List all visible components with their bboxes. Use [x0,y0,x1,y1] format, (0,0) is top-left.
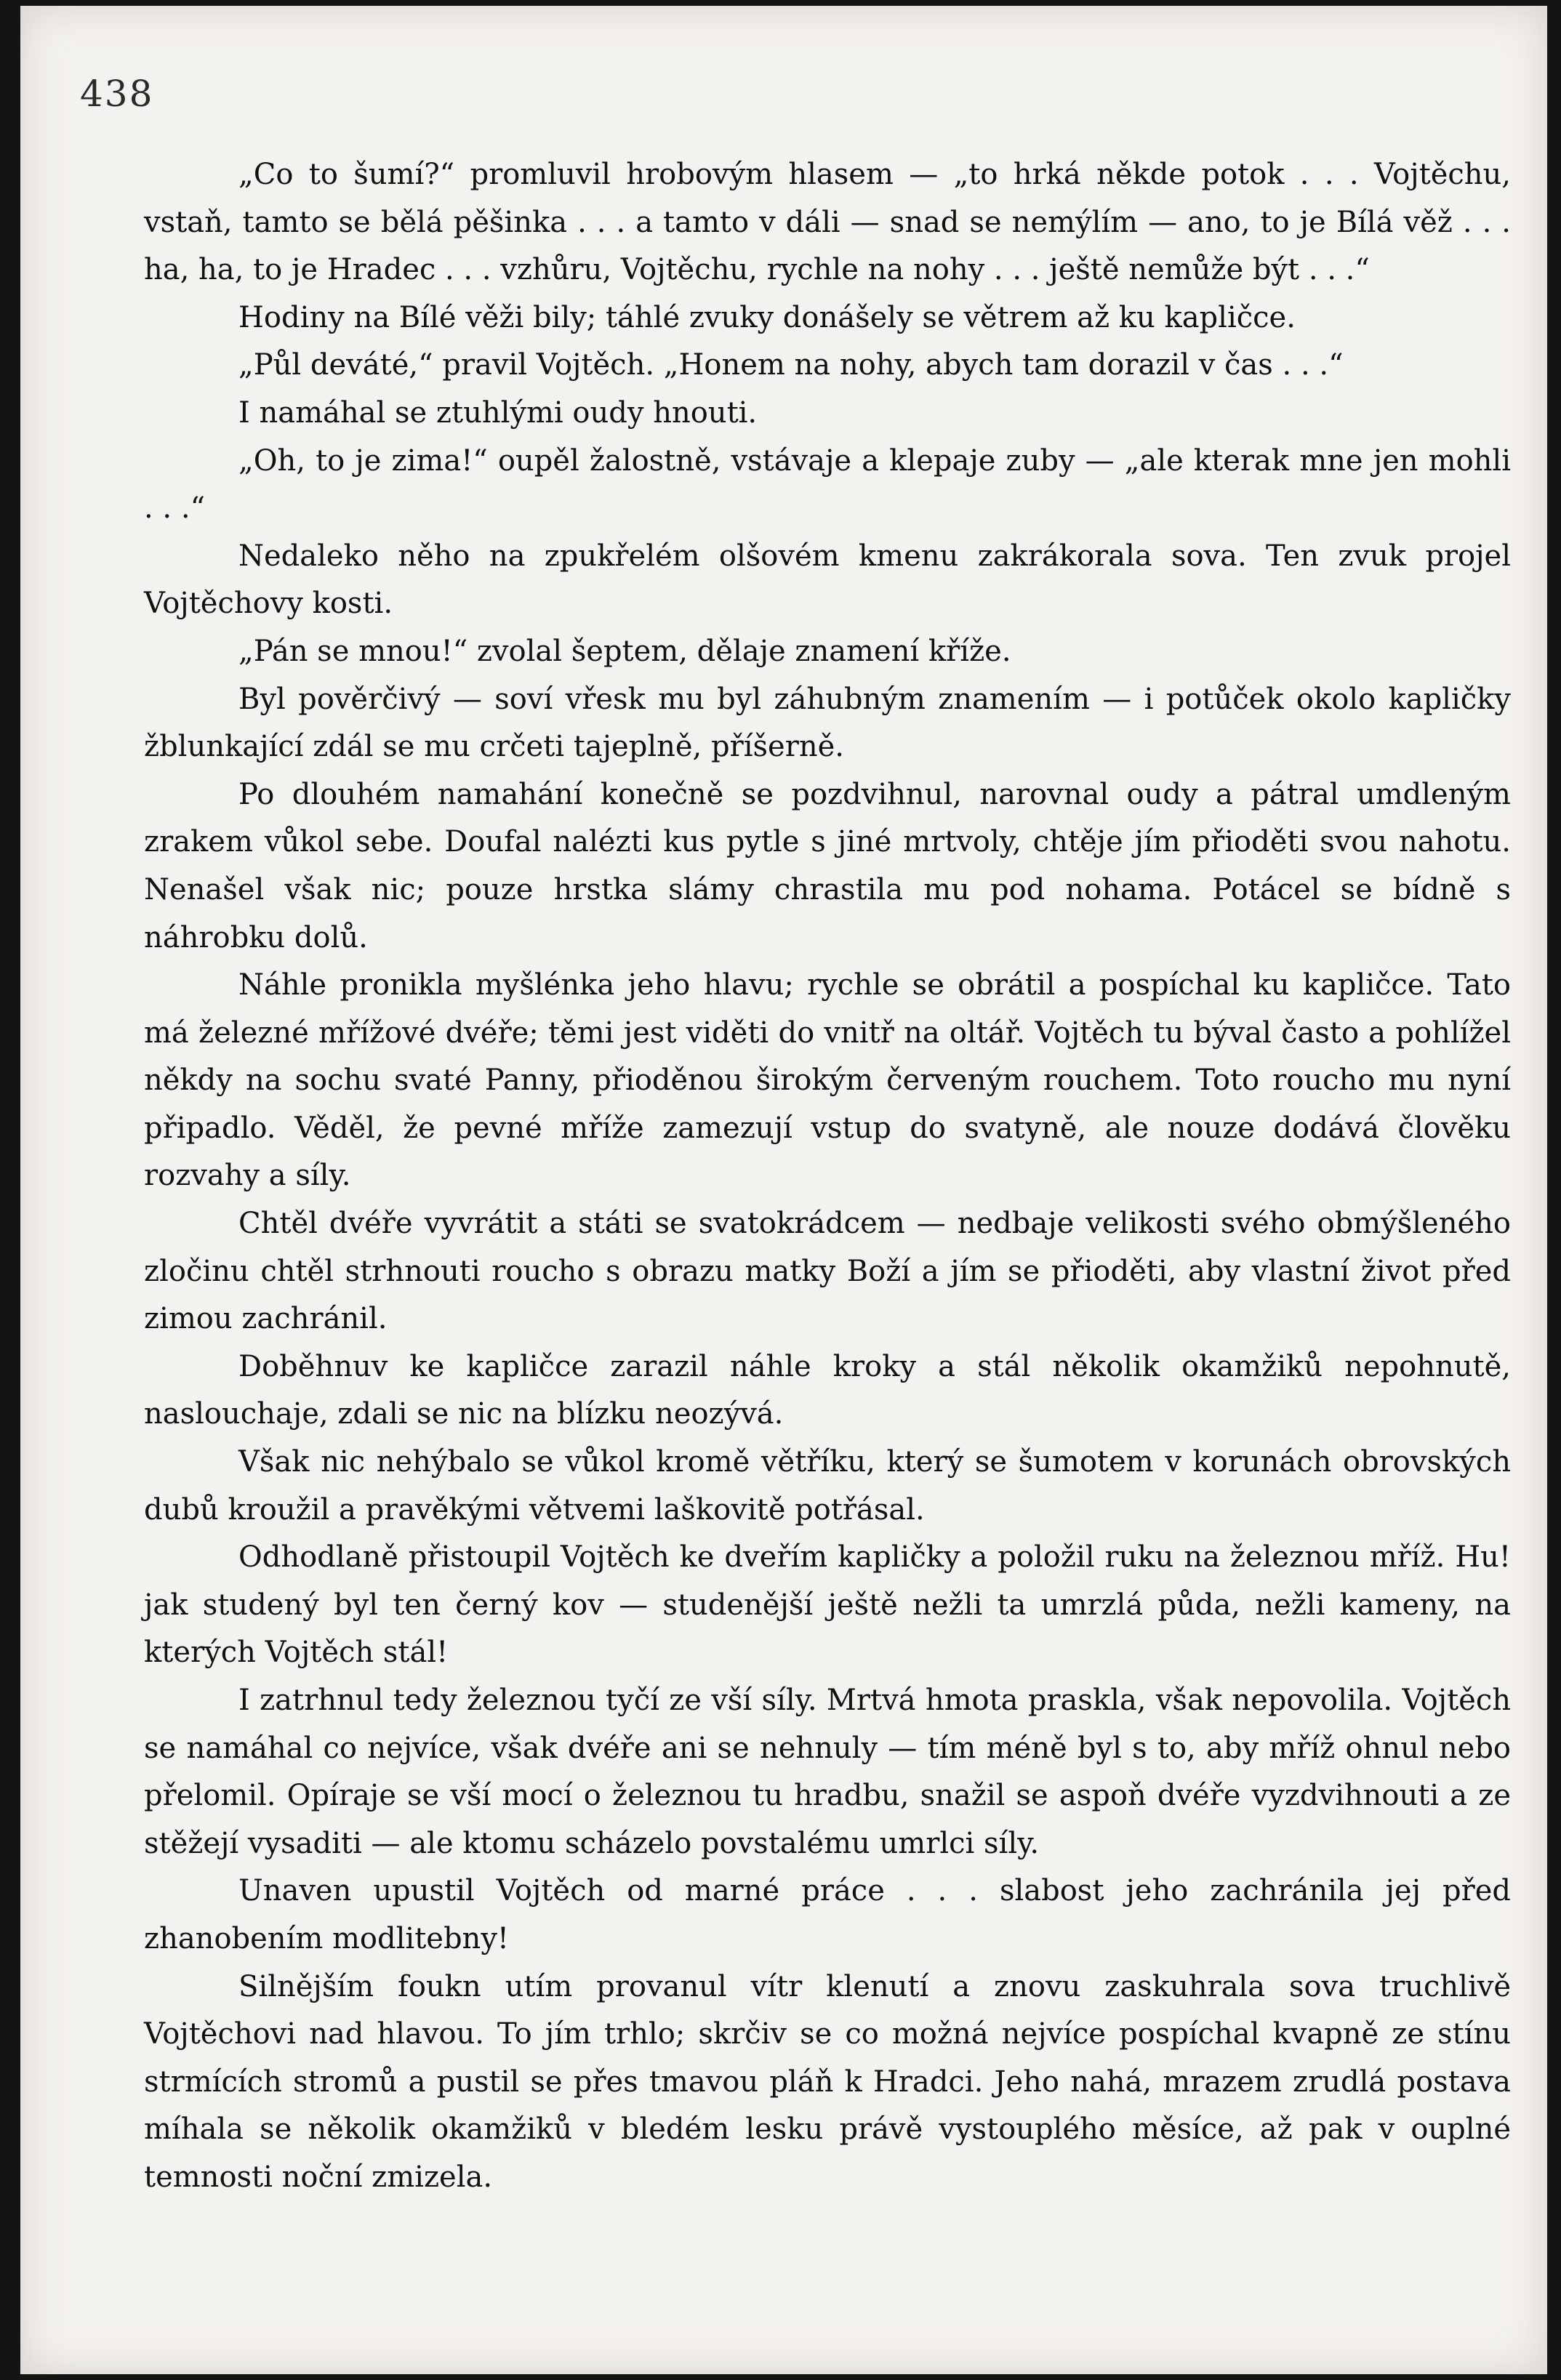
paragraph: Po dlouhém namahání konečně se pozdvihnul, narovnal oudy a pátral umdleným zrakem vůkol sebe. Doufal nalézti kus pytle s jiné mrtvoly, chtěje jím přioděti svou nahotu. Nenašel však nic; pouze hrstka slámy chrastila mu pod nohama. Potácel se bídně s náhrobku dolů. [144,777,1511,954]
paragraph: Však nic nehýbalo se vůkol kromě větříku, který se šumotem v korunách obrovských dubů kroužil a pravěkými větvemi laškovitě potřásal. [144,1445,1511,1527]
paragraph: Doběhnuv ke kapličce zarazil náhle kroky a stál několik okamžiků nepohnutě, naslouchaje, zdali se nic na blízku neozývá. [144,1349,1511,1431]
book-page [20,6,1547,2374]
paragraph: Unaven upustil Vojtěch od marné práce . . . slabost jeho zachránila jej před zhanobením modlitebny! [144,1874,1511,1955]
paragraph: Silnějším foukn utím provanul vítr klenutí a znovu zaskuhrala sova truchlivě Vojtěchovi nad hlavou. To jím trhlo; skrčiv se co možná nejvíce pospíchal kvapně ze stínu strmících stromů a pustil se přes tmavou pláň k Hradci. Jeho nahá, mrazem zrudlá postava míhala se několik okamžiků v bledém lesku právě vystouplého měsíce, až pak v ouplné temnosti noční zmizela. [144,1969,1511,2194]
paragraph: „Půl deváté,“ pravil Vojtěch. „Honem na nohy, abych tam dorazil v čas . . .“ [238,348,1344,382]
paragraph: „Oh, to je zima!“ oupěl žalostně, vstávaje a klepaje zuby — „ale kterak mne jen mohli . . .“ [144,443,1511,526]
body-text [144,151,1511,2202]
paragraph: Hodiny na Bílé věži bily; táhlé zvuky donášely se větrem až ku kapličce. [238,300,1296,334]
paragraph: „Co to šumí?“ promluvil hrobovým hlasem — „to hrká někde potok . . . Vojtěchu, vstaň, tamto se bělá pěšinka . . . a tamto v dáli — snad se nemýlím — ano, to je Bílá věž . . . ha, ha, to je Hradec . . . vzhůru, Vojtěchu, rychle na nohy . . . ještě nemůže být . . .“ [144,158,1511,287]
paragraph: Chtěl dvéře vyvrátit a státi se svatokrádcem — nedbaje velikosti svého obmýšleného zločinu chtěl strhnouti roucho s obrazu matky Boží a jím se přioděti, aby vlastní život před zimou zachránil. [144,1207,1511,1336]
paragraph: Byl pověrčivý — soví vřesk mu byl záhubným znamením — i potůček okolo kapličky žblunkající zdál se mu crčeti tajeplně, příšerně. [144,682,1511,764]
paragraph: Nedaleko něho na zpukřelém olšovém kmenu zakrákorala sova. Ten zvuk projel Vojtěchovy kosti. [144,539,1511,621]
paragraph: „Pán se mnou!“ zvolal šeptem, dělaje znamení kříže. [238,634,1011,668]
paragraph: I namáhal se ztuhlými oudy hnouti. [238,395,758,430]
paragraph: I zatrhnul tedy železnou tyčí ze vší síly. Mrtvá hmota praskla, však nepovolila. Vojtěch se namáhal co nejvíce, však dvéře ani se nehnuly — tím méně byl s to, aby mříž ohnul nebo přelomil. Opíraje se vší mocí o železnou tu hradbu, snažil se aspoň dvéře vyzdvihnouti a ze stěžejí vysaditi — ale ktomu scházelo povstalému umrlci síly. [144,1684,1511,1860]
paragraph: Náhle pronikla myšlénka jeho hlavu; rychle se obrátil a pospíchal ku kapličce. Tato má železné mřížové dvéře; těmi jest viděti do vnitř na oltář. Vojtěch tu býval často a pohlížel někdy na sochu svaté Panny, přioděnou širokým červeným rouchem. Toto roucho mu nyní připadlo. Věděl, že pevné mříže zamezují vstup do svatyně, ale nouze dodává člověku rozvahy a síly. [144,968,1511,1193]
paragraph: Odhodlaně přistoupil Vojtěch ke dveřím kapličky a položil ruku na železnou mříž. Hu! jak studený byl ten černý kov — studenější ještě nežli ta umrzlá půda, nežli kameny, na kterých Vojtěch stál! [144,1540,1511,1670]
page-number: 438 [80,73,154,115]
